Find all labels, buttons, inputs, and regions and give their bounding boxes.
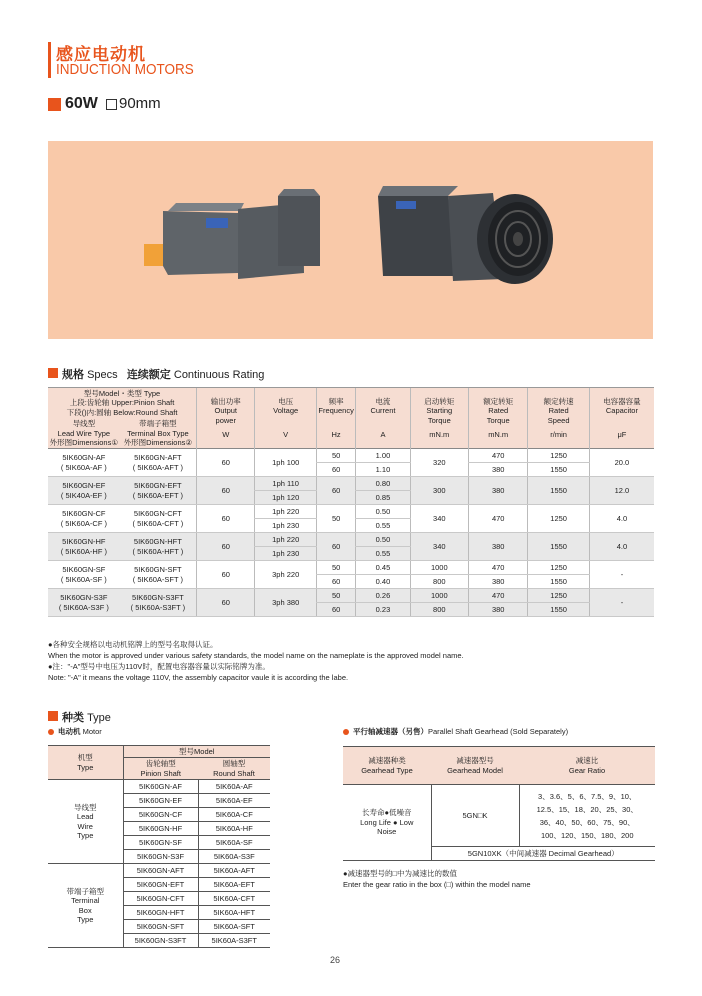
spec-power: 60 [197, 505, 255, 533]
type-round-model: 5IK60A-SFT [198, 920, 270, 934]
spec-rated-torque: 380 [468, 463, 527, 477]
spec-rated-torque: 380 [468, 533, 527, 561]
type-terminal-label: 带端子箱型 Terminal Box Type [48, 864, 123, 948]
gear-header-type: 减速器种类 Gearhead Type [343, 747, 431, 785]
spec-starting-torque: 800 [410, 603, 468, 617]
gear-type-cell: 长寿命●低噪音 Long Life ● Low Noise [343, 785, 431, 861]
page-title-en: INDUCTION MOTORS [56, 61, 194, 78]
type-round-model: 5IK60A-S3F [198, 850, 270, 864]
type-pinion-model: 5IK60GN-HF [123, 822, 198, 836]
type-round-model: 5IK60A-SF [198, 836, 270, 850]
spec-lead-model: 5IK60GN-S3F ( 5IK60A-S3F ) [48, 589, 120, 617]
spec-current: 0.50 [356, 533, 410, 547]
spec-voltage: 3ph 220 [255, 561, 316, 589]
gear-header-ratio: 减速比 Gear Ratio [519, 747, 655, 785]
frame-square-icon [106, 99, 117, 110]
spec-terminal-model: 5IK60GN-CFT ( 5IK60A-CFT ) [120, 505, 197, 533]
spec-voltage: 1ph 120 [255, 491, 316, 505]
spec-voltage: 1ph 230 [255, 547, 316, 561]
spec-header-rated-speed: 额定转速 Rated Speed r/min [528, 388, 589, 449]
spec-rated-speed: 1550 [528, 477, 589, 505]
spec-starting-torque: 340 [410, 505, 468, 533]
specs-square-icon [48, 368, 58, 378]
spec-header-capacitor: 电容器容量 Capacitor μF [589, 388, 654, 449]
spec-lead-model: 5IK60GN-CF ( 5IK60A-CF ) [48, 505, 120, 533]
spec-current: 0.45 [356, 561, 410, 575]
spec-row [48, 505, 654, 519]
model-frame: 90mm [119, 95, 161, 112]
spec-power: 60 [197, 589, 255, 617]
spec-frequency: 50 [316, 449, 355, 463]
bullet-icon [343, 729, 349, 735]
type-pinion-model: 5IK60GN-EFT [123, 878, 198, 892]
spec-current: 0.55 [356, 519, 410, 533]
spec-capacitor: 20.0 [589, 449, 654, 477]
spec-rated-speed: 1250 [528, 589, 589, 603]
spec-terminal-model: 5IK60GN-HFT ( 5IK60A-HFT ) [120, 533, 197, 561]
spec-rated-torque: 380 [468, 603, 527, 617]
spec-lead-model: 5IK60GN-AF ( 5IK60A-AF ) [48, 449, 120, 477]
spec-row [48, 533, 654, 547]
specs-table [48, 387, 654, 617]
spec-current: 0.26 [356, 589, 410, 603]
product-photo [48, 141, 653, 339]
spec-power: 60 [197, 533, 255, 561]
type-pinion-model: 5IK60GN-AFT [123, 864, 198, 878]
motor-subheading: 电动机 Motor [48, 726, 102, 737]
spec-header-lead: 导线型 Lead Wire Type 外形图Dimensions① [49, 419, 119, 447]
type-round-model: 5IK60A-HF [198, 822, 270, 836]
page-number: 26 [330, 955, 341, 965]
gear-decimal-cell: 5GN10XK（中间减速器 Decimal Gearhead） [431, 847, 655, 861]
type-pinion-model: 5IK60GN-SF [123, 836, 198, 850]
type-pinion-model: 5IK60GN-EF [123, 794, 198, 808]
spec-header-frequency: 频率 Frequency Hz [316, 388, 355, 449]
spec-terminal-model: 5IK60GN-SFT ( 5IK60A-SFT ) [120, 561, 197, 589]
spec-header-current: 电流 Current A [356, 388, 410, 449]
spec-capacitor: - [589, 561, 654, 589]
spec-voltage: 1ph 220 [255, 505, 316, 519]
note-line: When the motor is approved under various safety standards, the model name on the nameplate is the approved model name. [48, 651, 464, 660]
spec-capacitor: 12.0 [589, 477, 654, 505]
gear-note-en: Enter the gear ratio in the box (□) within the model name [343, 880, 531, 889]
spec-rated-speed: 1250 [528, 505, 589, 533]
spec-power: 60 [197, 477, 255, 505]
gear-note-cn: ●减速器型号的□中为减速比的数值 [343, 869, 458, 878]
type-pinion-model: 5IK60GN-CF [123, 808, 198, 822]
gearhead-subheading: 平行轴减速器（另售）Parallel Shaft Gearhead (Sold Separately) [343, 726, 568, 737]
spec-voltage: 3ph 380 [255, 589, 316, 617]
type-round-model: 5IK60A-CF [198, 808, 270, 822]
spec-starting-torque: 1000 [410, 589, 468, 603]
spec-header-starting-torque: 启动转矩 Starting Torque mN.m [410, 388, 468, 449]
gear-header-model: 减速器型号 Gearhead Model [431, 747, 519, 785]
note-line: ●注："-A"型号中电压为110V时，配置电容器容量以实际铭牌为准。 [48, 662, 270, 671]
spec-rated-torque: 470 [468, 561, 527, 575]
spec-current: 0.55 [356, 547, 410, 561]
spec-capacitor: - [589, 589, 654, 617]
spec-frequency: 50 [316, 505, 355, 533]
spec-rated-speed: 1550 [528, 533, 589, 561]
spec-frequency: 50 [316, 561, 355, 575]
spec-frequency: 60 [316, 603, 355, 617]
spec-row [48, 561, 654, 575]
spec-row [48, 477, 654, 491]
spec-frequency: 60 [316, 533, 355, 561]
gearhead-table [343, 746, 655, 861]
type-header-model: 型号Model [123, 746, 270, 758]
spec-capacitor: 4.0 [589, 505, 654, 533]
spec-rated-torque: 470 [468, 505, 527, 533]
spec-notes [48, 639, 464, 683]
motor-illustration [48, 141, 653, 339]
spec-rated-torque: 380 [468, 575, 527, 589]
spec-rated-torque: 380 [468, 477, 527, 505]
type-row [48, 780, 270, 794]
type-pinion-model: 5IK60GN-AF [123, 780, 198, 794]
title-accent-bar [48, 42, 51, 78]
spec-frequency: 60 [316, 575, 355, 589]
spec-current: 0.40 [356, 575, 410, 589]
spec-row [48, 589, 654, 603]
spec-header-terminal: 带端子箱型 Terminal Box Type 外形图Dimensions② [120, 418, 197, 449]
spec-terminal-model: 5IK60GN-EFT ( 5IK60A-EFT ) [120, 477, 197, 505]
type-round-model: 5IK60A-EFT [198, 878, 270, 892]
spec-lead-model: 5IK60GN-HF ( 5IK60A-HF ) [48, 533, 120, 561]
spec-terminal-model: 5IK60GN-S3FT ( 5IK60A-S3FT ) [120, 589, 197, 617]
spec-voltage: 1ph 220 [255, 533, 316, 547]
spec-rated-torque: 470 [468, 589, 527, 603]
type-round-model: 5IK60A-AF [198, 780, 270, 794]
spec-current: 0.50 [356, 505, 410, 519]
spec-current: 1.10 [356, 463, 410, 477]
spec-rated-speed: 1550 [528, 575, 589, 589]
gear-ratio-cell: 3、3.6、5、6、7.5、9、10、 12.5、15、18、20、25、30、 36、40、50、60、75、90、 100、120、150、180、200 [519, 785, 655, 847]
spec-rated-speed: 1550 [528, 463, 589, 477]
spec-current: 0.23 [356, 603, 410, 617]
type-round-model: 5IK60A-S3FT [198, 934, 270, 948]
spec-frequency: 60 [316, 463, 355, 477]
spec-voltage: 1ph 230 [255, 519, 316, 533]
spec-rated-torque: 470 [468, 449, 527, 463]
spec-current: 0.85 [356, 491, 410, 505]
spec-header-rated-torque: 额定转矩 Rated Torque mN.m [468, 388, 527, 449]
type-pinion-model: 5IK60GN-CFT [123, 892, 198, 906]
spec-starting-torque: 320 [410, 449, 468, 477]
spec-lead-model: 5IK60GN-EF ( 5IK40A-EF ) [48, 477, 120, 505]
spec-frequency: 60 [316, 477, 355, 505]
type-header-type: 机型 Type [48, 746, 123, 780]
model-power: 60W [65, 95, 98, 112]
spec-capacitor: 4.0 [589, 533, 654, 561]
spec-rated-speed: 1250 [528, 561, 589, 575]
spec-lead-model: 5IK60GN-SF ( 5IK60A-SF ) [48, 561, 120, 589]
page-title-cn: 感应电动机 [56, 45, 146, 64]
note-line: ●各种安全规格以电动机铭牌上的型号名取得认证。 [48, 640, 218, 649]
type-pinion-model: 5IK60GN-SFT [123, 920, 198, 934]
type-round-model: 5IK60A-EF [198, 794, 270, 808]
spec-starting-torque: 340 [410, 533, 468, 561]
gear-model-cell: 5GN□K [431, 785, 519, 847]
type-round-model: 5IK60A-CFT [198, 892, 270, 906]
spec-voltage: 1ph 110 [255, 477, 316, 491]
spec-header-model: 型号Model・类型 Type 上段:齿轮轴 Upper:Pinion Shaft 下段()内:圆轴 Below:Round Shaft [48, 388, 197, 419]
type-table [48, 745, 270, 948]
motor-left-icon [144, 189, 320, 279]
spec-starting-torque: 300 [410, 477, 468, 505]
bullet-icon [48, 729, 54, 735]
type-heading: 种类 Type [62, 712, 111, 724]
type-round-model: 5IK60A-HFT [198, 906, 270, 920]
spec-power: 60 [197, 561, 255, 589]
type-header-round: 圆轴型 Round Shaft [198, 758, 270, 780]
type-pinion-model: 5IK60GN-S3FT [123, 934, 198, 948]
specs-heading: 规格 Specs 连续额定 Continuous Rating [62, 369, 265, 381]
spec-terminal-model: 5IK60GN-AFT ( 5IK60A-AFT ) [120, 449, 197, 477]
spec-current: 0.80 [356, 477, 410, 491]
spec-row [48, 449, 654, 463]
spec-rated-speed: 1250 [528, 449, 589, 463]
spec-rated-speed: 1550 [528, 603, 589, 617]
spec-frequency: 50 [316, 589, 355, 603]
motor-right-icon [378, 186, 553, 284]
type-lead-label: 导线型 Lead Wire Type [48, 780, 123, 864]
type-pinion-model: 5IK60GN-S3F [123, 850, 198, 864]
model-square-icon [48, 98, 61, 111]
type-pinion-model: 5IK60GN-HFT [123, 906, 198, 920]
type-header-pinion: 齿轮轴型 Pinion Shaft [123, 758, 198, 780]
spec-starting-torque: 1000 [410, 561, 468, 575]
spec-power: 60 [197, 449, 255, 477]
type-row [48, 864, 270, 878]
spec-starting-torque: 800 [410, 575, 468, 589]
type-round-model: 5IK60A-AFT [198, 864, 270, 878]
note-line: Note: "-A" it means the voltage 110V, the assembly capacitor vaule it is according the labe. [48, 673, 349, 682]
spec-header-output: 输出功率 Output power W [197, 388, 255, 449]
gearhead-note [343, 868, 531, 890]
type-square-icon [48, 711, 58, 721]
spec-voltage: 1ph 100 [255, 449, 316, 477]
spec-current: 1.00 [356, 449, 410, 463]
spec-header-voltage: 电压 Voltage V [255, 388, 316, 449]
